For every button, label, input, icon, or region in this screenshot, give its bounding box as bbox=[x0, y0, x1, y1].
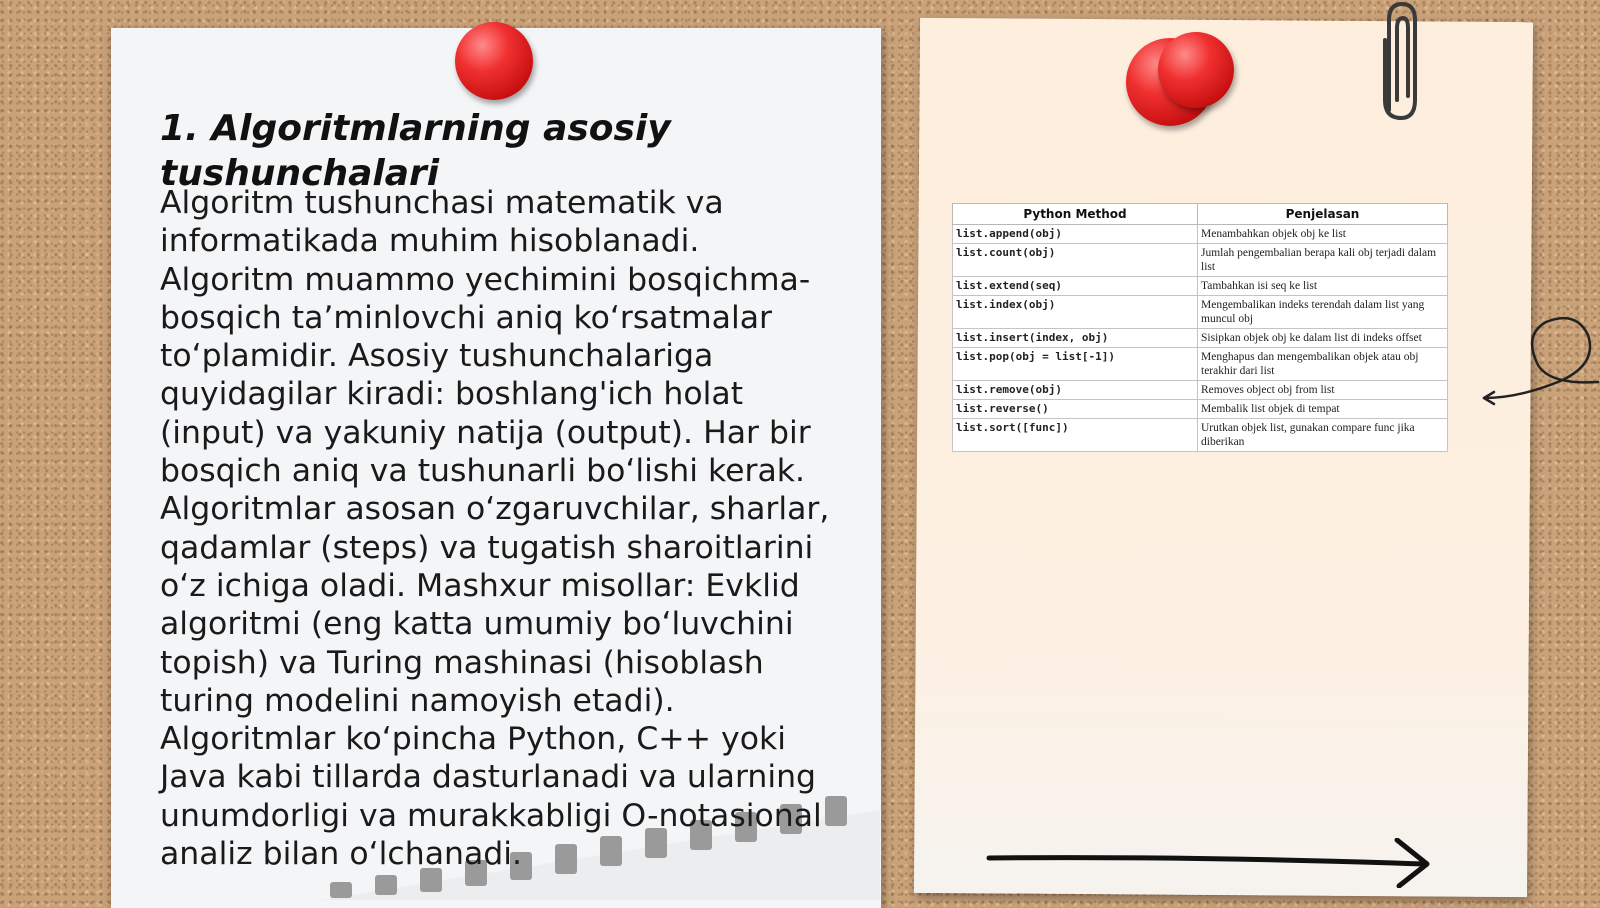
column-header-method: Python Method bbox=[953, 204, 1198, 225]
arrow-right-icon bbox=[985, 838, 1445, 888]
description-cell: Membalik list objek di tempat bbox=[1198, 400, 1448, 419]
description-cell: Sisipkan objek obj ke dalam list di indeks offset bbox=[1198, 329, 1448, 348]
method-cell: list.remove(obj) bbox=[953, 381, 1198, 400]
push-pin-icon bbox=[1158, 32, 1234, 108]
table-row bbox=[953, 348, 1448, 381]
table-row bbox=[953, 381, 1448, 400]
table-header-row bbox=[953, 204, 1448, 225]
method-cell: list.pop(obj = list[-1]) bbox=[953, 348, 1198, 381]
table-row bbox=[953, 277, 1448, 296]
description-cell: Menambahkan objek obj ke list bbox=[1198, 225, 1448, 244]
table-row bbox=[953, 296, 1448, 329]
method-cell: list.count(obj) bbox=[953, 244, 1198, 277]
description-cell: Jumlah pengembalian berapa kali obj terjadi dalam list bbox=[1198, 244, 1448, 277]
paperclip-icon bbox=[1375, 0, 1425, 125]
table-row bbox=[953, 329, 1448, 348]
table-row bbox=[953, 225, 1448, 244]
method-cell: list.extend(seq) bbox=[953, 277, 1198, 296]
description-cell: Urutkan objek list, gunakan compare func jika diberikan bbox=[1198, 419, 1448, 452]
slide-title: 1. Algoritmlarning asosiy tushunchalari bbox=[160, 108, 671, 194]
push-pin-icon bbox=[455, 22, 533, 100]
description-cell: Removes object obj from list bbox=[1198, 381, 1448, 400]
column-header-description: Penjelasan bbox=[1198, 204, 1448, 225]
method-cell: list.reverse() bbox=[953, 400, 1198, 419]
python-methods-table bbox=[952, 203, 1448, 452]
table-row bbox=[953, 419, 1448, 452]
table-row bbox=[953, 400, 1448, 419]
method-cell: list.index(obj) bbox=[953, 296, 1198, 329]
right-note-paper bbox=[914, 18, 1533, 897]
method-cell: list.sort([func]) bbox=[953, 419, 1198, 452]
description-cell: Mengembalikan indeks terendah dalam list yang muncul obj bbox=[1198, 296, 1448, 329]
slide-body-text: Algoritm tushunchasi matematik va informatikada muhim hisoblanadi. Algoritm muammo yechimini bosqichma-bosqich ta’minlovchi aniq ko‘rsatmalar to‘plamidir. Asosiy tushunchalariga quyidagilar kiradi: boshlang'ich holat (input) va yakuniy natija (output). Har bir bosqich aniq va tushunarli bo‘lishi kerak. Algoritmlar asosan o‘zgaruvchilar, sharlar, qadamlar (steps) va tugatish sharoitlarini o‘z ichiga oladi. Mashxur misollar: Evklid algoritmi (eng katta umumiy bo‘luvchini topish) va Turing mashinasi (hisoblash turing modelini namoyish etadi). Algoritmlar ko‘pincha Python, C++ yoki Java kabi tillarda dasturlanadi va ularning unumdorligi va murakkabligi O-notasional analiz bilan o‘lchanadi. bbox=[160, 185, 830, 873]
description-cell: Tambahkan isi seq ke list bbox=[1198, 277, 1448, 296]
method-cell: list.append(obj) bbox=[953, 225, 1198, 244]
method-cell: list.insert(index, obj) bbox=[953, 329, 1198, 348]
scribble-icon bbox=[1478, 310, 1600, 410]
table-row bbox=[953, 244, 1448, 277]
description-cell: Menghapus dan mengembalikan objek atau obj terakhir dari list bbox=[1198, 348, 1448, 381]
